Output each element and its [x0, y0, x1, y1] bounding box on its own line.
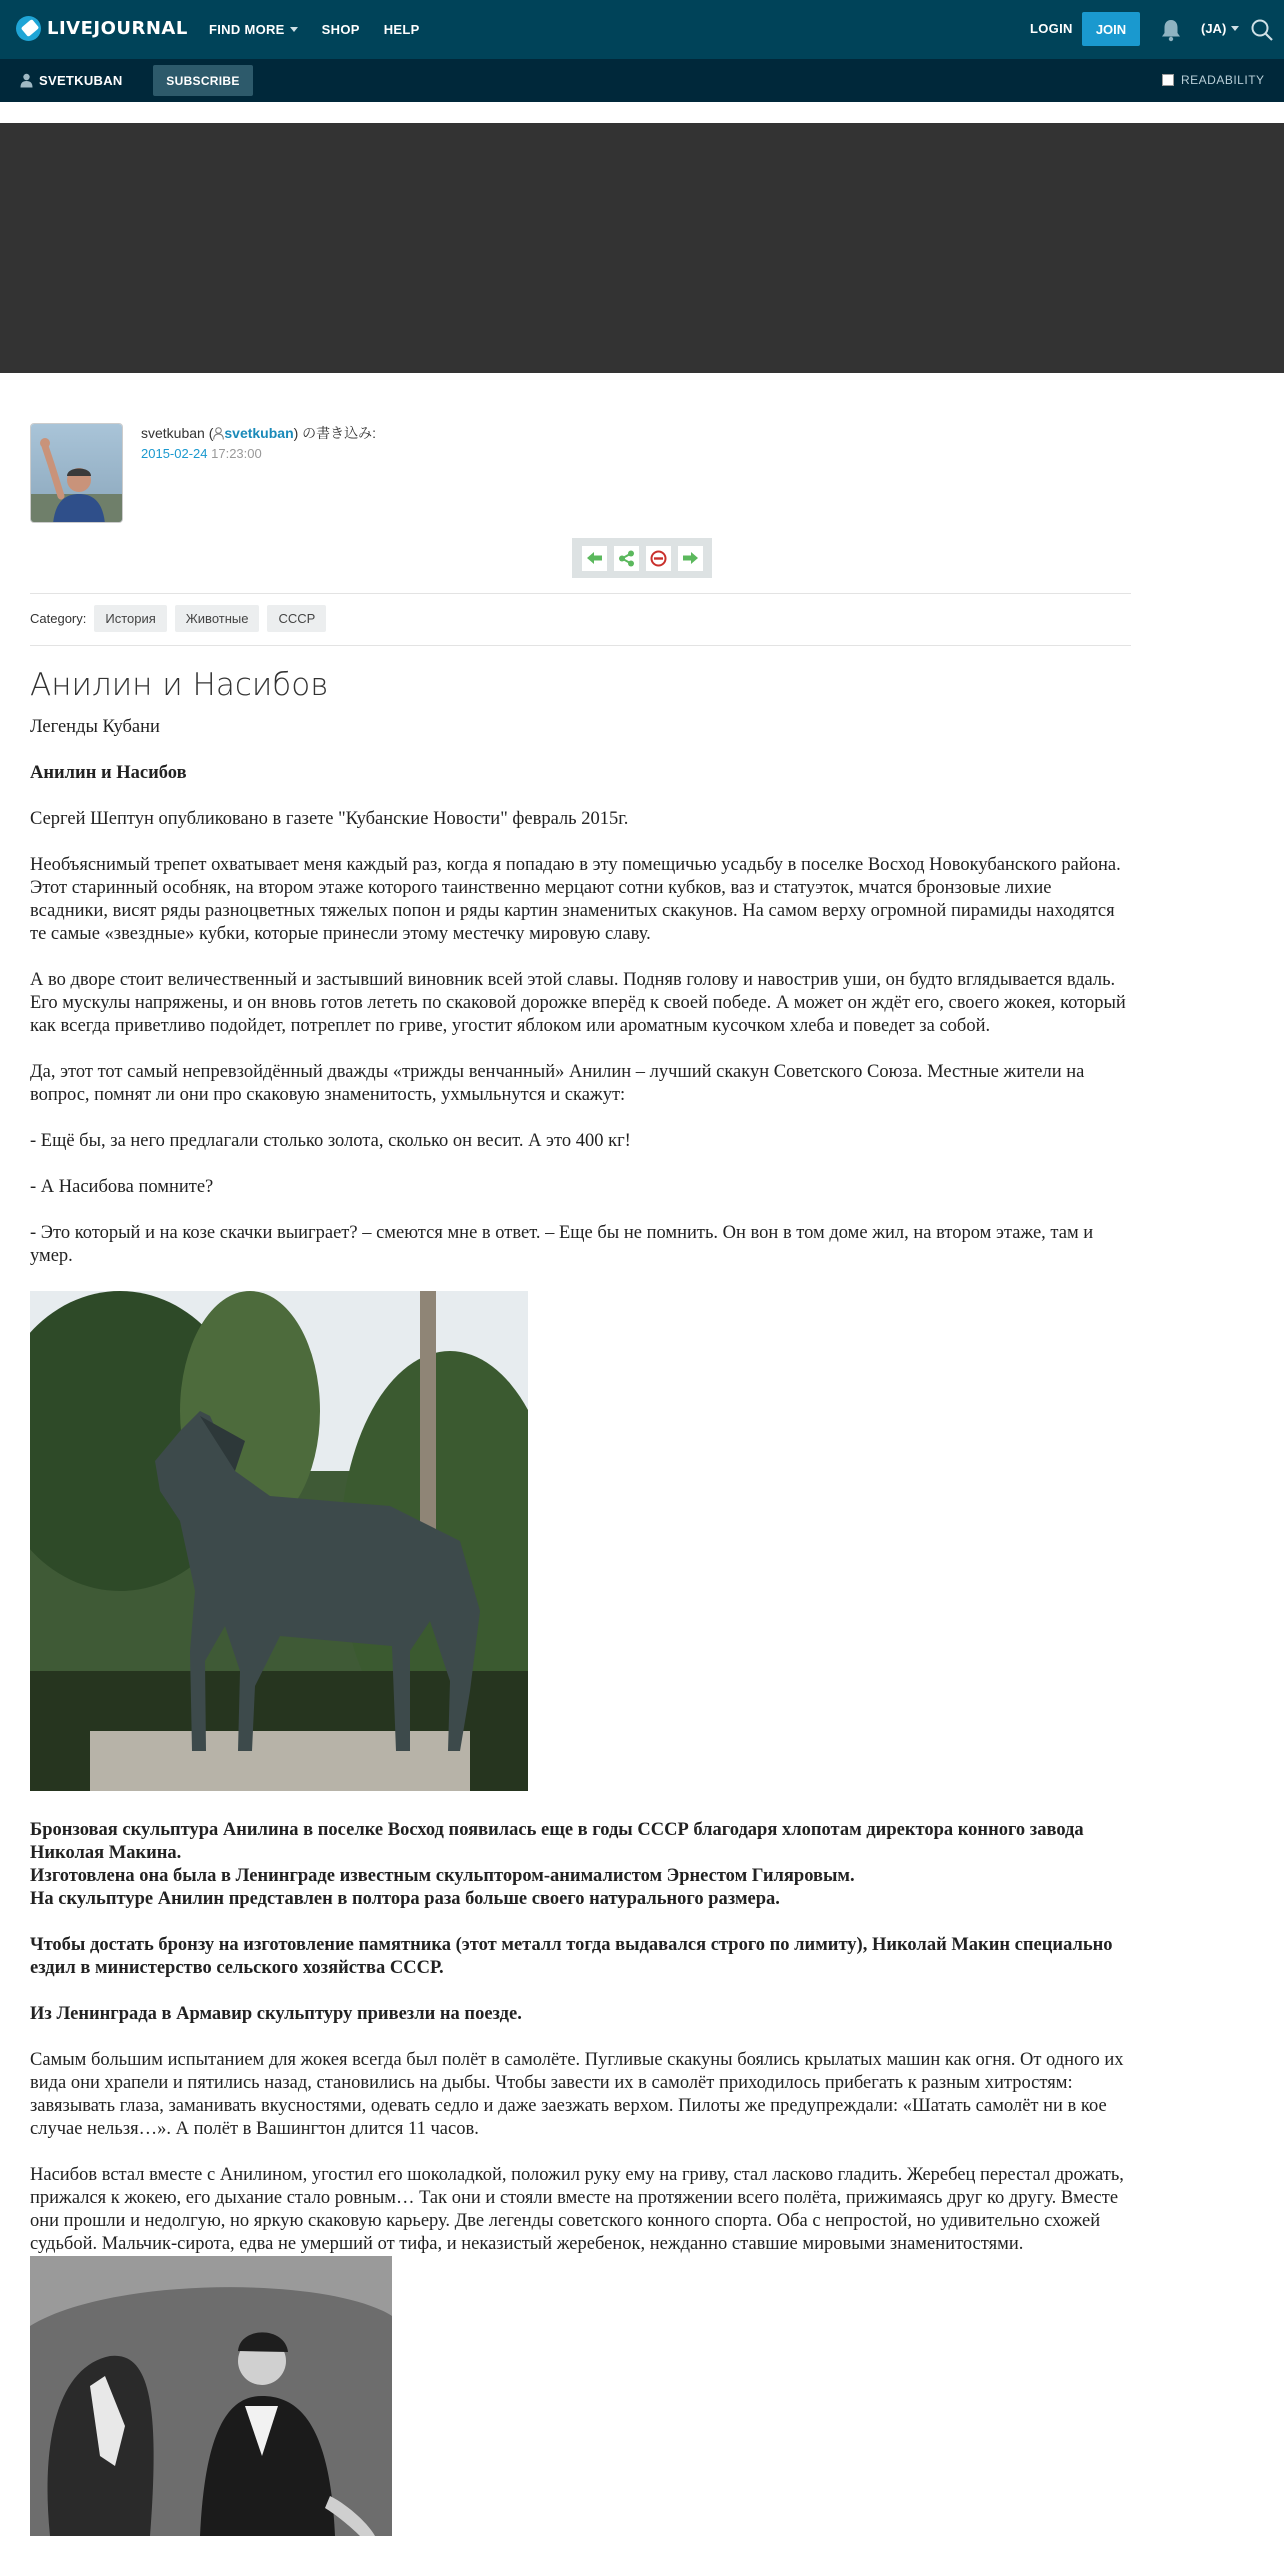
- chevron-down-icon: [1231, 26, 1239, 31]
- bell-icon[interactable]: [1160, 18, 1182, 42]
- livejournal-logo[interactable]: [16, 16, 188, 41]
- entry-poster: svetkuban ( svetkuban) の書き込み:: [141, 425, 377, 441]
- divider: [30, 645, 1131, 646]
- nav-find-more[interactable]: FIND MORE: [209, 22, 298, 37]
- divider: [30, 593, 1131, 594]
- entry-actions-toolbar: [572, 538, 712, 578]
- entry-paragraph: Необъяснимый трепет охватывает меня каждый раз, когда я попадаю в эту помещичью усадьбу в поселке Восход Новокубанского района. Этот старинный особняк, на втором этаже которого таинственно мерцают сотни кубков, ваз и статуэток, мчатся бронзовые лихие всадники, висят ряды разноцветных тяжелых попон и ряды картин знаменитых скакунов. На самом верху огромной пирамиды находятся те самые «звездные» кубки, которые принесли этому местечку мировую славу.: [30, 855, 1121, 944]
- category-tag-ussr[interactable]: СССР: [267, 605, 326, 632]
- entry-bold-paragraph: Чтобы достать бронзу на изготовление памятника (этот металл тогда выдавался строго по лимиту), Николай Макин специально ездил в министерство сельского хозяйства СССР.: [30, 1935, 1113, 1978]
- entry-datetime: [141, 446, 262, 461]
- subscribe-button[interactable]: SUBSCRIBE: [153, 65, 253, 96]
- next-entry-button[interactable]: [678, 546, 703, 571]
- entry-paragraph: - Ещё бы, за него предлагали столько золота, сколько он весит. А это 400 кг!: [30, 1131, 631, 1151]
- entry-subtitle: Легенды Кубани: [30, 717, 160, 737]
- readability-label: READABILITY: [1181, 73, 1265, 87]
- journal-header-banner: [0, 123, 1284, 373]
- category-label: Category:: [30, 611, 87, 626]
- arrow-right-icon: [682, 551, 699, 565]
- journal-bar: [0, 59, 1284, 102]
- entry-title: Анилин и Насибов: [30, 667, 329, 703]
- brand-name: LIVEJOURNAL: [47, 18, 188, 39]
- avatar-image: [31, 424, 123, 523]
- user-icon: [213, 427, 224, 440]
- entry-date-link[interactable]: 2015-02-24: [141, 446, 208, 461]
- livejournal-logo-icon: [16, 16, 41, 41]
- journal-username: SVETKUBAN: [39, 73, 123, 88]
- nav-help[interactable]: HELP: [383, 22, 420, 37]
- category-tag-history[interactable]: История: [94, 605, 166, 632]
- previous-entry-button[interactable]: [582, 546, 607, 571]
- horse-statue-photo[interactable]: [30, 1291, 528, 1791]
- category-tag-animals[interactable]: Животные: [175, 605, 260, 632]
- entry-paragraph: - А Насибова помните?: [30, 1177, 214, 1197]
- jockey-horse-photo[interactable]: [30, 2256, 392, 2536]
- nav-shop[interactable]: SHOP: [321, 22, 360, 37]
- entry-bold-paragraph: Бронзовая скульптура Анилина в поселке Восход появилась еще в годы СССР благодаря хлопотам директора конного завода Николая Макина. Изготовлена она была в Ленинграде известным скульптором-анималистом Эрнестом Гиляровым. На скульптуре Анилин представлен в полтора раза больше своего натурального размера.: [30, 1820, 1084, 1909]
- entry-body: [30, 716, 1131, 2536]
- share-button[interactable]: [614, 546, 639, 571]
- main-nav: [209, 0, 420, 59]
- entry-heading: Анилин и Насибов: [30, 763, 187, 783]
- search-icon[interactable]: [1249, 17, 1275, 43]
- readability-checkbox[interactable]: [1162, 74, 1174, 86]
- entry-categories: [30, 605, 326, 632]
- login-link[interactable]: LOGIN: [1030, 21, 1073, 36]
- readability-toggle[interactable]: [1162, 73, 1265, 87]
- top-navbar: [0, 0, 1284, 59]
- avatar[interactable]: [30, 423, 123, 523]
- chevron-down-icon: [290, 27, 298, 32]
- flag-entry-button[interactable]: [646, 546, 671, 571]
- language-selector[interactable]: (JA): [1201, 21, 1239, 36]
- entry-paragraph: А во дворе стоит величественный и застывший виновник всей этой славы. Подняв голову и навострив уши, он будто вглядывается вдаль. Его мускулы напряжены, и он вновь готов лететь по скаковой дорожке вперёд к своей победе. А может он ждёт его, своего жокея, который как всегда приветливо подойдет, потреплет по гриве, угостит яблоком или ароматным кусочком хлеба и поведет за собой.: [30, 970, 1126, 1036]
- entry-time: 17:23:00: [211, 446, 262, 461]
- entry-paragraph: Самым большим испытанием для жокея всегда был полёт в самолёте. Пугливые скакуны боялись крылатых машин как огня. От одного их вида они храпели и пятились назад, становились на дыбы. Чтобы завести их в самолёт приходилось прибегать к разным хитростям: завязывать глаза, заманивать вкусностями, одевать седло и даже заезжать верхом. Пилоты же предупреждали: «Шатать самолёт ни в кое случае нельзя…». А полёт в Вашингтон длится 11 часов.: [30, 2050, 1124, 2139]
- no-entry-icon: [650, 550, 667, 567]
- entry-paragraph: Сергей Шептун опубликовано в газете "Кубанские Новости" февраль 2015г.: [30, 809, 629, 829]
- arrow-left-icon: [586, 551, 603, 565]
- entry-bold-paragraph: Из Ленинграда в Армавир скульптуру привезли на поезде.: [30, 2004, 522, 2024]
- journal-user-link[interactable]: [20, 73, 123, 88]
- join-button[interactable]: JOIN: [1082, 12, 1140, 46]
- user-icon: [20, 73, 33, 88]
- entry-paragraph: Да, этот тот самый непревзойдённый дважды «трижды венчанный» Анилин – лучший скакун Советского Союза. Местные жители на вопрос, помнят ли они про скаковую знаменитость, ухмыльнутся и скажут:: [30, 1062, 1085, 1105]
- poster-user-link[interactable]: svetkuban: [224, 425, 294, 441]
- entry-paragraph: Насибов встал вместе с Анилином, угостил его шоколадкой, положил руку ему на гриву, стал ласково гладить. Жеребец перестал дрожать, прижался к жокею, его дыхание стало ровным… Так они и стояли вместе на протяжении всего полёта, прижимаясь друг ко другу. Вместе они прошли и недолгую, но яркую скаковую карьеру. Две легенды советского конного спорта. Оба с непростой, но удивительно схожей судьбой. Мальчик-сирота, едва не умерший от тифа, и неказистый жеребенок, нежданно ставшие мировыми знаменитостями.: [30, 2165, 1124, 2254]
- share-icon: [618, 550, 635, 567]
- entry-paragraph: - Это который и на козе скачки выиграет? – смеются мне в ответ. – Еще бы не помнить. Он вон в том доме жил, на втором этаже, там и умер.: [30, 1223, 1094, 1266]
